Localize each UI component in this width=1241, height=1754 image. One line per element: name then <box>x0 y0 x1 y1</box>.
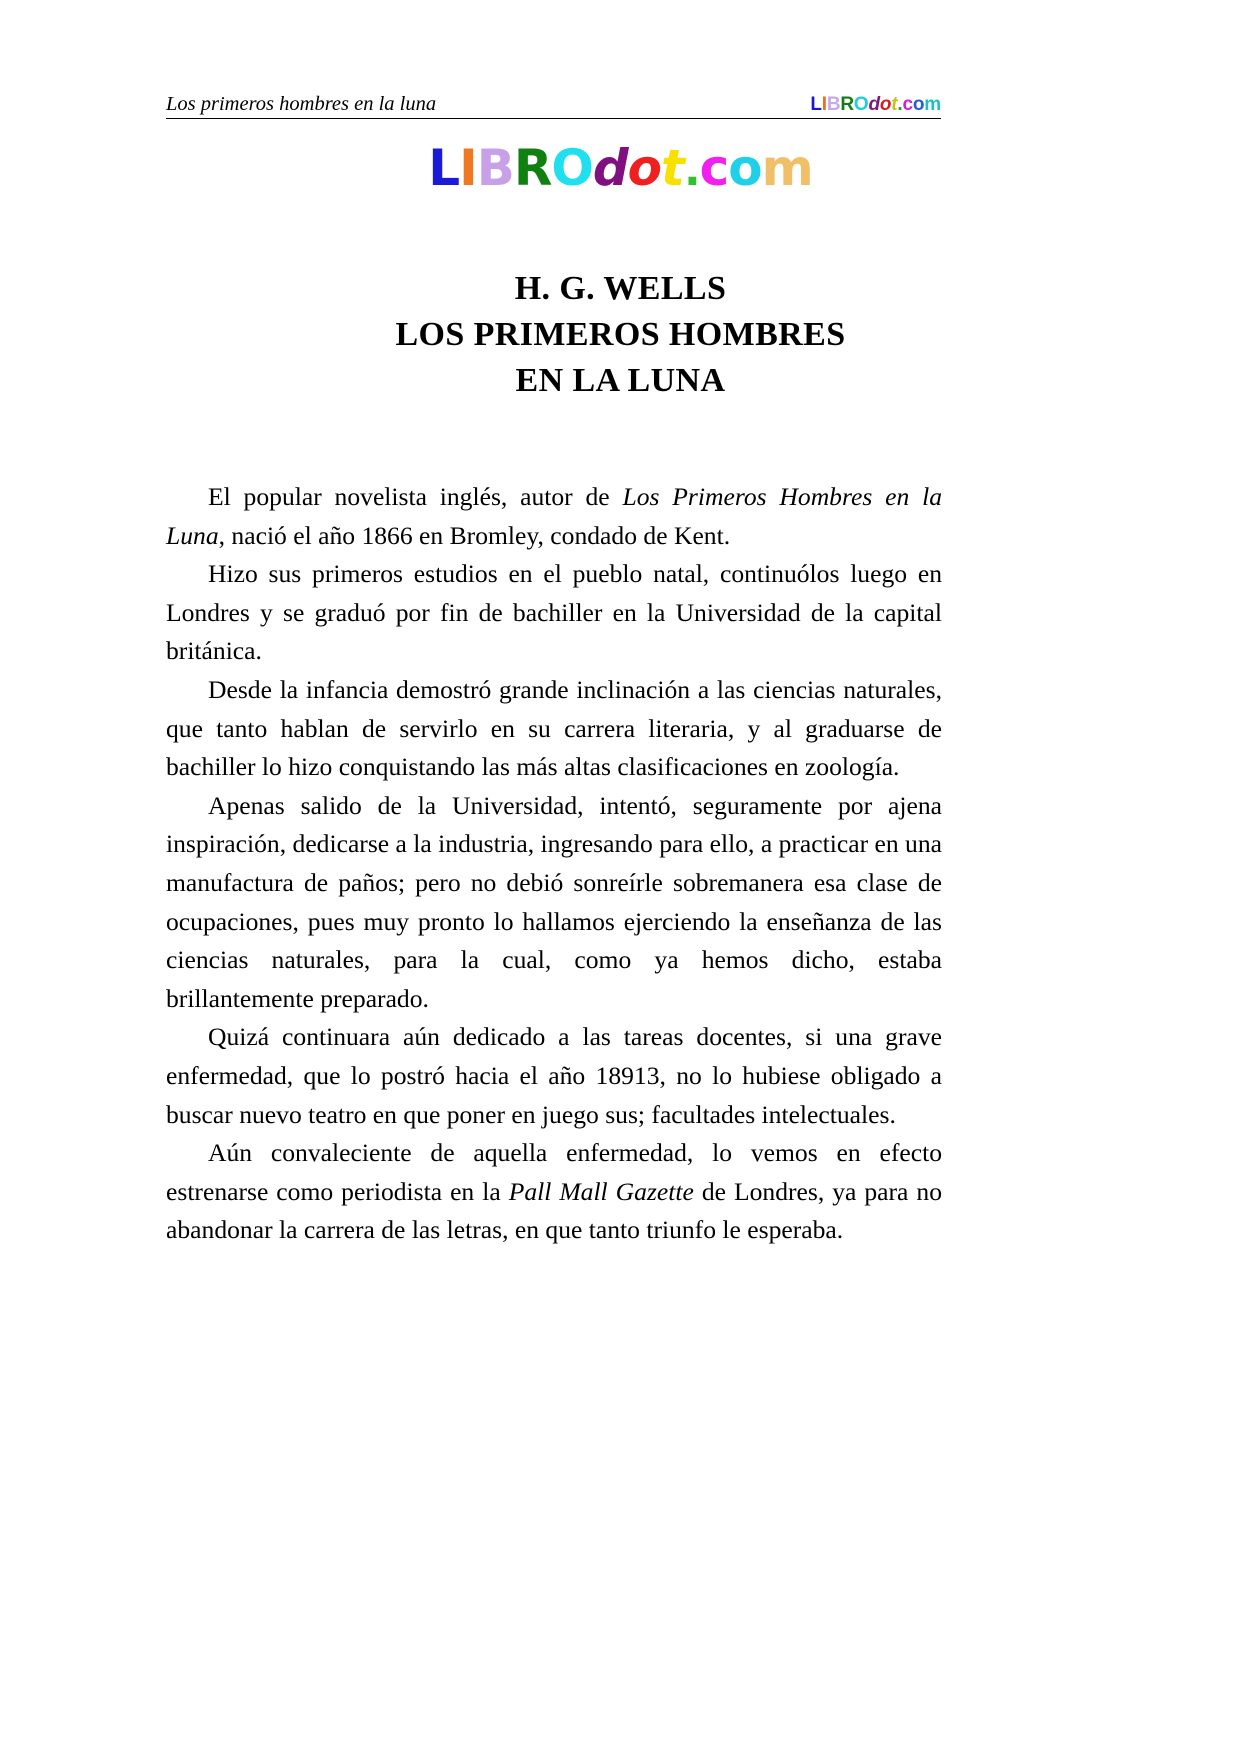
logo-letter: t <box>891 94 898 115</box>
logo-letter: R <box>513 139 552 197</box>
logo-letter: . <box>683 145 700 196</box>
logo-letter: O <box>853 94 869 115</box>
logo-letter: L <box>810 94 822 115</box>
body-paragraph <box>166 1134 942 1250</box>
logo-letter: I <box>821 94 827 115</box>
logo-letter: d <box>868 94 880 115</box>
running-header <box>166 82 941 119</box>
logo-letter: o <box>728 139 762 197</box>
logo-letter: B <box>826 94 841 115</box>
text-run: Aún convaleciente de aquella enfermedad, lo vemos en efecto estrenarse como periodista en la <box>166 1138 942 1206</box>
logo-letter: o <box>912 94 925 115</box>
logo-letter: O <box>551 139 593 197</box>
text-run: Quizá continuara aún dedicado a las tareas docentes, si una grave enfermedad, que lo postró hacia el año 18913, no lo hubiese obligado a buscar nuevo teatro en que poner en juego sus; facultades intelectuales. <box>166 1022 942 1129</box>
title-block <box>0 266 1241 404</box>
text-run: Desde la infancia demostró grande inclinación a las ciencias naturales, que tanto hablan de servirlo en su carrera literaria, y al graduarse de bachiller lo hizo conquistando las más altas clasificaciones en zoología. <box>166 674 942 782</box>
text-run: Apenas salido de la Universidad, intentó, seguramente por ajena inspiración, dedicarse a la industria, ingresando para ello, a practicar en una manufactura de paños; pero no debió sonreírle sobremanera esa clase de ocupaciones, pues muy pronto lo hallamos ejerciendo la enseñanza de las ciencias naturales, para la cual, como ya hemos dicho, estaba brillantemente preparado. <box>166 790 943 1013</box>
logo-letter: m <box>924 94 941 115</box>
text-run: Hizo sus primeros estudios en el pueblo natal, continuólos luego en Londres y se graduó por fin de bachiller en la Universidad de la capital británica. <box>166 559 942 666</box>
text-run: , nació el año 1866 en Bromley, condado de Kent. <box>218 520 731 550</box>
body-text <box>166 478 942 1250</box>
logo-letter: d <box>592 139 628 197</box>
book-title-line-2: EN LA LUNA <box>515 362 726 399</box>
logo-letter: B <box>476 139 514 197</box>
text-run: de Londres, ya para no abandonar la carrera de las letras, en que tanto triunfo le esperaba. <box>166 1176 943 1245</box>
logo-letter: c <box>699 139 729 197</box>
text-run: El popular novelista inglés, autor de <box>208 482 623 511</box>
librodot-header-logo[interactable] <box>810 95 941 118</box>
logo-letter: o <box>879 94 892 115</box>
body-paragraph <box>166 787 942 1019</box>
logo-letter: m <box>761 139 813 197</box>
italic-run: Los Primeros Hombres en la Luna <box>166 482 942 550</box>
running-header-title: Los primeros hombres en la luna <box>166 92 437 115</box>
logo-letter: c <box>902 94 913 115</box>
librodot-wordmark[interactable] <box>0 139 1241 197</box>
book-title-line-1: LOS PRIMEROS HOMBRES <box>395 316 846 353</box>
body-paragraph <box>166 478 942 555</box>
logo-letter: . <box>897 94 903 115</box>
logo-letter: R <box>840 94 854 115</box>
author-name: H. G. WELLS <box>514 270 727 307</box>
italic-run: Pall Mall Gazette <box>508 1176 694 1206</box>
body-paragraph <box>166 555 942 671</box>
logo-letter: L <box>428 139 460 197</box>
body-paragraph <box>166 1018 942 1134</box>
logo-letter: I <box>459 139 477 197</box>
body-paragraph <box>166 671 942 787</box>
logo-letter: o <box>627 139 662 197</box>
logo-letter: t <box>661 139 684 197</box>
